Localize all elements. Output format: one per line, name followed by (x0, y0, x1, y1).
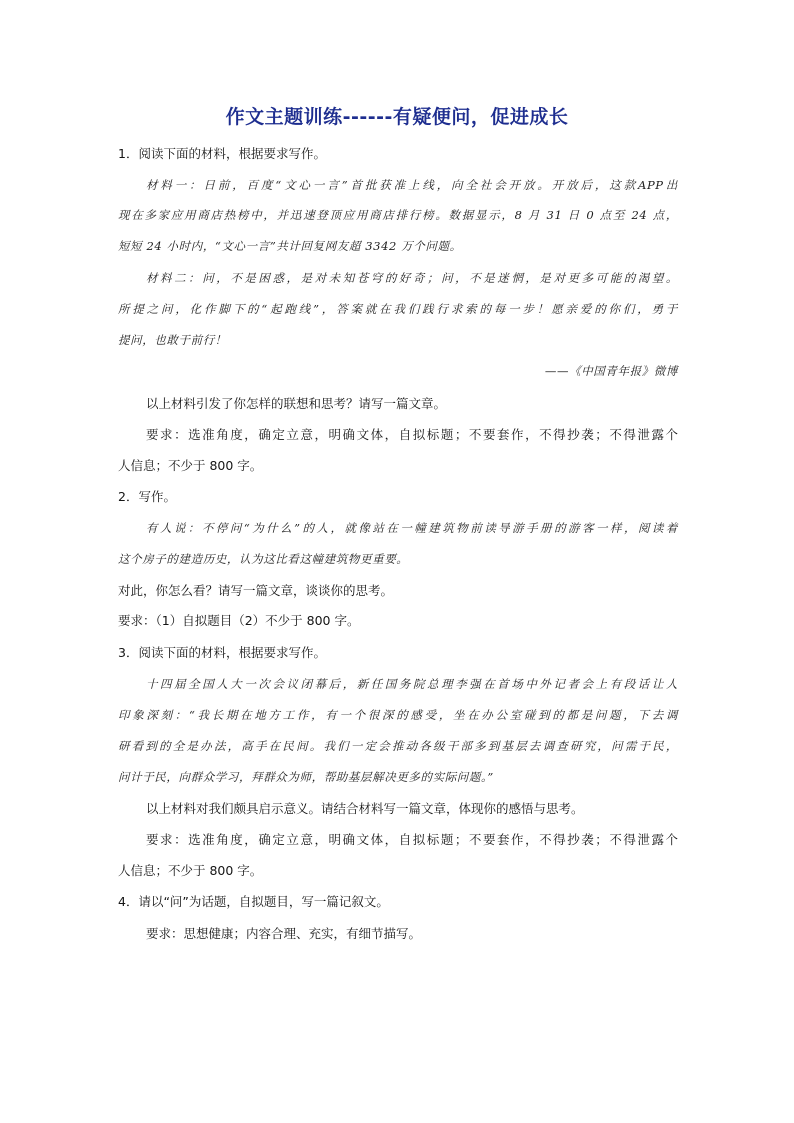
q1-material1-line1: 材料一：日前，百度“文心一言”首批获准上线，向全社会开放。开放后，这款APP出 (146, 178, 678, 192)
q1-requirement-line1: 要求：选准角度，确定立意，明确文体，自拟标题；不要套作，不得抄袭；不得泄露个 (146, 427, 678, 442)
q3-material-line4: 问计于民，向群众学习，拜群众为师，帮助基层解决更多的实际问题。” (118, 770, 494, 784)
q1-heading: 1．阅读下面的材料，根据要求写作。 (118, 146, 326, 161)
q1-material1-line2: 现在多家应用商店热榜中，并迅速登顶应用商店排行榜。数据显示，8 月 31 日 0 点至 24 点， (118, 208, 678, 222)
q3-material-line3: 研看到的全是办法，高手在民间。我们一定会推动各级干部多到基层去调查研究，问需于民， (118, 739, 678, 753)
q1-material1-line3: 短短 24 小时内，“文心一言”共计回复网友超 3342 万个问题。 (118, 239, 462, 253)
q3-requirement-line2: 人信息；不少于 800 字。 (118, 863, 263, 878)
q2-heading: 2．写作。 (118, 489, 176, 504)
q1-material2-line2: 所提之问，化作脚下的“起跑线”，答案就在我们践行求索的每一步！愿亲爱的你们，勇于 (118, 302, 678, 316)
q2-requirement: 要求：（1）自拟题目（2）不少于 800 字。 (118, 613, 360, 628)
q3-heading: 3．阅读下面的材料，根据要求写作。 (118, 645, 326, 660)
q1-material2-line1: 材料二：问，不是困惑，是对未知苍穹的好奇；问，不是迷惘，是对更多可能的渴望。 (146, 271, 678, 285)
q1-prompt: 以上材料引发了你怎样的联想和思考？请写一篇文章。 (146, 396, 447, 411)
q3-material-line1: 十四届全国人大一次会议闭幕后，新任国务院总理李强在首场中外记者会上有段话让人 (146, 677, 678, 691)
q2-prompt: 对此，你怎么看？请写一篇文章，谈谈你的思考。 (118, 583, 394, 598)
q1-material2-line3: 提问，也敢于前行！ (118, 333, 227, 347)
q2-material-line2: 这个房子的建造历史，认为这比看这幢建筑物更重要。 (118, 552, 409, 566)
q4-requirement: 要求：思想健康；内容合理、充实，有细节描写。 (146, 926, 422, 941)
q1-requirement-line2: 人信息；不少于 800 字。 (118, 458, 263, 473)
q3-prompt: 以上材料对我们颇具启示意义。请结合材料写一篇文章，体现你的感悟与思考。 (146, 801, 584, 816)
q3-requirement-line1: 要求：选准角度，确定立意，明确文体，自拟标题；不要套作，不得抄袭；不得泄露个 (146, 832, 678, 847)
page-title: 作文主题训练------有疑便问，促进成长 (225, 106, 569, 128)
q4-heading: 4．请以“问”为话题，自拟题目，写一篇记叙文。 (118, 894, 389, 909)
q3-material-line2: 印象深刻：“我长期在地方工作，有一个很深的感受，坐在办公室碰到的都是问题，下去调 (118, 708, 678, 722)
q2-material-line1: 有人说：不停问“为什么”的人，就像站在一幢建筑物前读导游手册的游客一样，阅读着 (146, 521, 678, 535)
q1-source: ——《中国青年报》微博 (544, 364, 678, 378)
